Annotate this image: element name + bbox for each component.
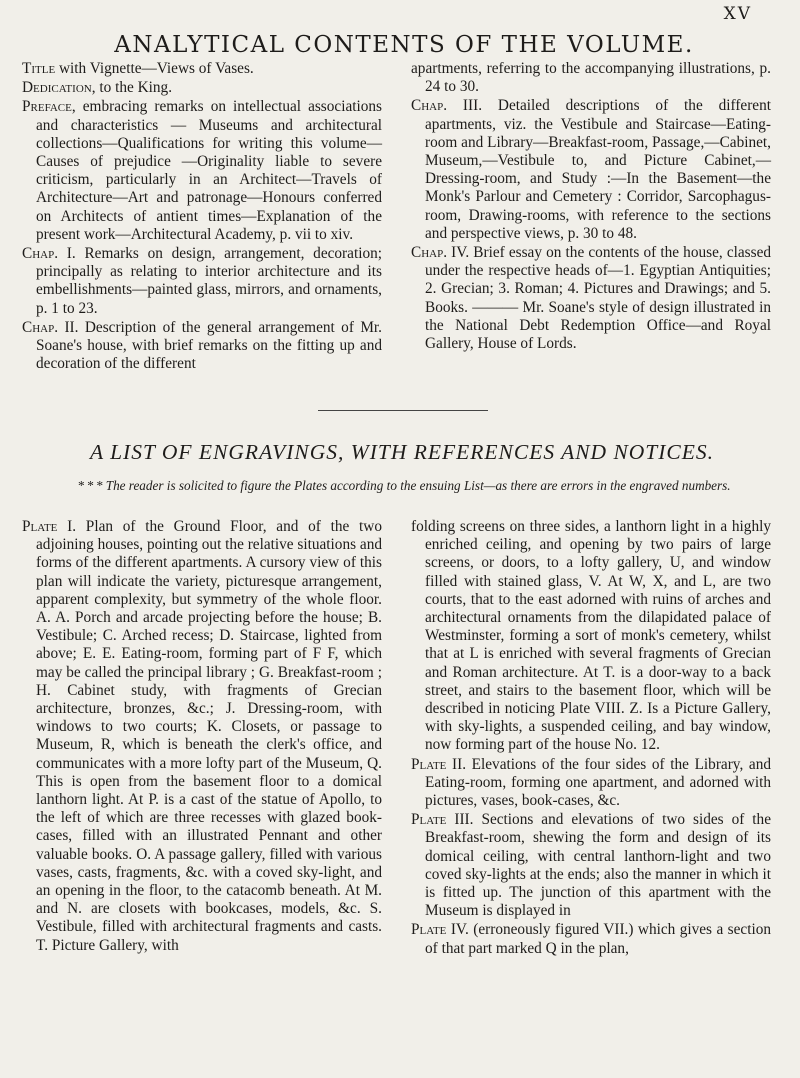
contents-entry: apartments, referring to the accompanying illustrations, p. 24 to 30. <box>411 60 771 96</box>
reader-notice: * * * The reader is solicited to figure the Plates according to the ensuing List—as there are errors in the engraved numbers. <box>77 478 731 493</box>
contents-column-left <box>22 60 382 374</box>
page-title: ANALYTICAL CONTENTS OF THE VOLUME. <box>114 32 694 58</box>
contents-entry: Chap. I. Remarks on design, arrangement, decoration; principally as relating to interior architecture and its embellishments—painted glass, mirrors, and ornaments, p. 1 to 23. <box>22 245 382 317</box>
contents-entry: Title with Vignette—Views of Vases. <box>22 60 254 77</box>
section-divider <box>318 410 488 411</box>
contents-entry: Chap. III. Detailed descriptions of the different apartments, viz. the Vestibule and Staircase—Eating-room and Library—Breakfast-room, Passage,—Cabinet, Museum,—Vestibule to, and Picture Cabinet,—Dressing-room, and Study :—In the Basement—the Monk's Parlour and Cemetery : Corridor, Sarcophagus-room, Drawing-rooms, with reference to the sections and perspective views, p. 30 to 48. <box>411 97 771 242</box>
plate-entry: Plate IV. (erroneously figured VII.) which gives a section of that part marked Q in the plan, <box>411 921 771 957</box>
contents-entry: Preface, embracing remarks on intellectual associations and characteristics — Museums and architectural collections—Qualifications for writing this volume—Causes of prejudice —Originality liable to severe criticism, particularly in an Architect—Travels of Architecture—Art and patronage—Honours conferred on Architects of antient times—Explanation of the present work—Architectural Academy, p. vii to xiv. <box>22 98 382 243</box>
plate-entry: Plate III. Sections and elevations of two sides of the Breakfast-room, shewing the form and design of its domical ceiling, with central lanthorn-light and two coved sky-lights at the ends; also the manner in which it is fitted up. The junction of this apartment with the Museum is displayed in <box>411 811 771 920</box>
plate-entry: Plate II. Elevations of the four sides of the Library, and Eating-room, forming one apartment, and adorned with pictures, vases, book-cases, &c. <box>411 755 771 810</box>
plate-entry: Plate I. Plan of the Ground Floor, and of the two adjoining houses, pointing out the relative situations and forms of the different apartments. A cursory view of this plan will indicate the variety, picturesque arrangement, apparent complexity, but symmetry of the whole floor. A. A. Porch and arcade projecting before the house; B. Vestibule; C. Arched recess; D. Staircase, lighted from above; E. E. Eating-room, forming part of F F, which may be called the principal library ; G. Breakfast-room ; H. Cabinet study, with fragments of Grecian architecture, bronzes, &c.; J. Dressing-room, with windows to two courts; K. Closets, or passage to Museum, R, which is beneath the clerk's office, and communicates with a more lofty part of the Museum, Q. This is open from the basement floor to a domical lanthorn light. At P. is a cast of the statue of Apollo, to the left of which are three recesses with glazed book-cases, filled with an illustrated Pennant and other valuable books. O. A passage gallery, filled with various vases, casts, fragments, &c. with a coved sky-light, and an opening in the floor, to the catacomb beneath. At M. and N. are closets with bookcases, models, &c. S. Vestibule, filled with architectural fragments and casts. T. Picture Gallery, with <box>22 518 382 954</box>
contents-entry: Chap. II. Description of the general arrangement of Mr. Soane's house, with brief remarks on the fitting up and decoration of the different <box>22 318 383 373</box>
engravings-list-heading: A LIST OF ENGRAVINGS, WITH REFERENCES AND NOTICES. <box>89 440 715 464</box>
plates-column-left <box>22 518 382 956</box>
contents-entry: Chap. IV. Brief essay on the contents of the house, classed under the respective heads of—1. Egyptian Antiquities; 2. Grecian; 3. Roman; 4. Pictures and Drawings; and 5. Books. ——— Mr. Soane's style of design illustrated in the National Debt Redemption Office—and Royal Gallery, House of Lords. <box>411 244 772 353</box>
plate-entry: folding screens on three sides, a lanthorn light in a highly enriched ceiling, and opening by two pairs of large screens, or doors, to a lofty gallery, U, and window filled with stained glass, V. At W, X, and L, are two courts, that to the east adorned with ruins of arches and architectural ornaments from the dilapidated palace of Westminster, forming a sort of monk's cemetery, whilst that at L is enriched with several fragments of Grecian and Roman architecture. At T. is a door-way to a back street, and stairs to the basement floor, which will be described in noticing Plate VIII. Z. Is a Picture Gallery, with sky-lights, a suspended ceiling, and bay window, now forming part of the house No. 12. <box>411 518 771 754</box>
contents-entry: Dedication, to the King. <box>22 79 173 97</box>
plates-column-right <box>411 518 771 959</box>
page-number: XV <box>723 4 752 24</box>
contents-column-right <box>411 60 771 354</box>
